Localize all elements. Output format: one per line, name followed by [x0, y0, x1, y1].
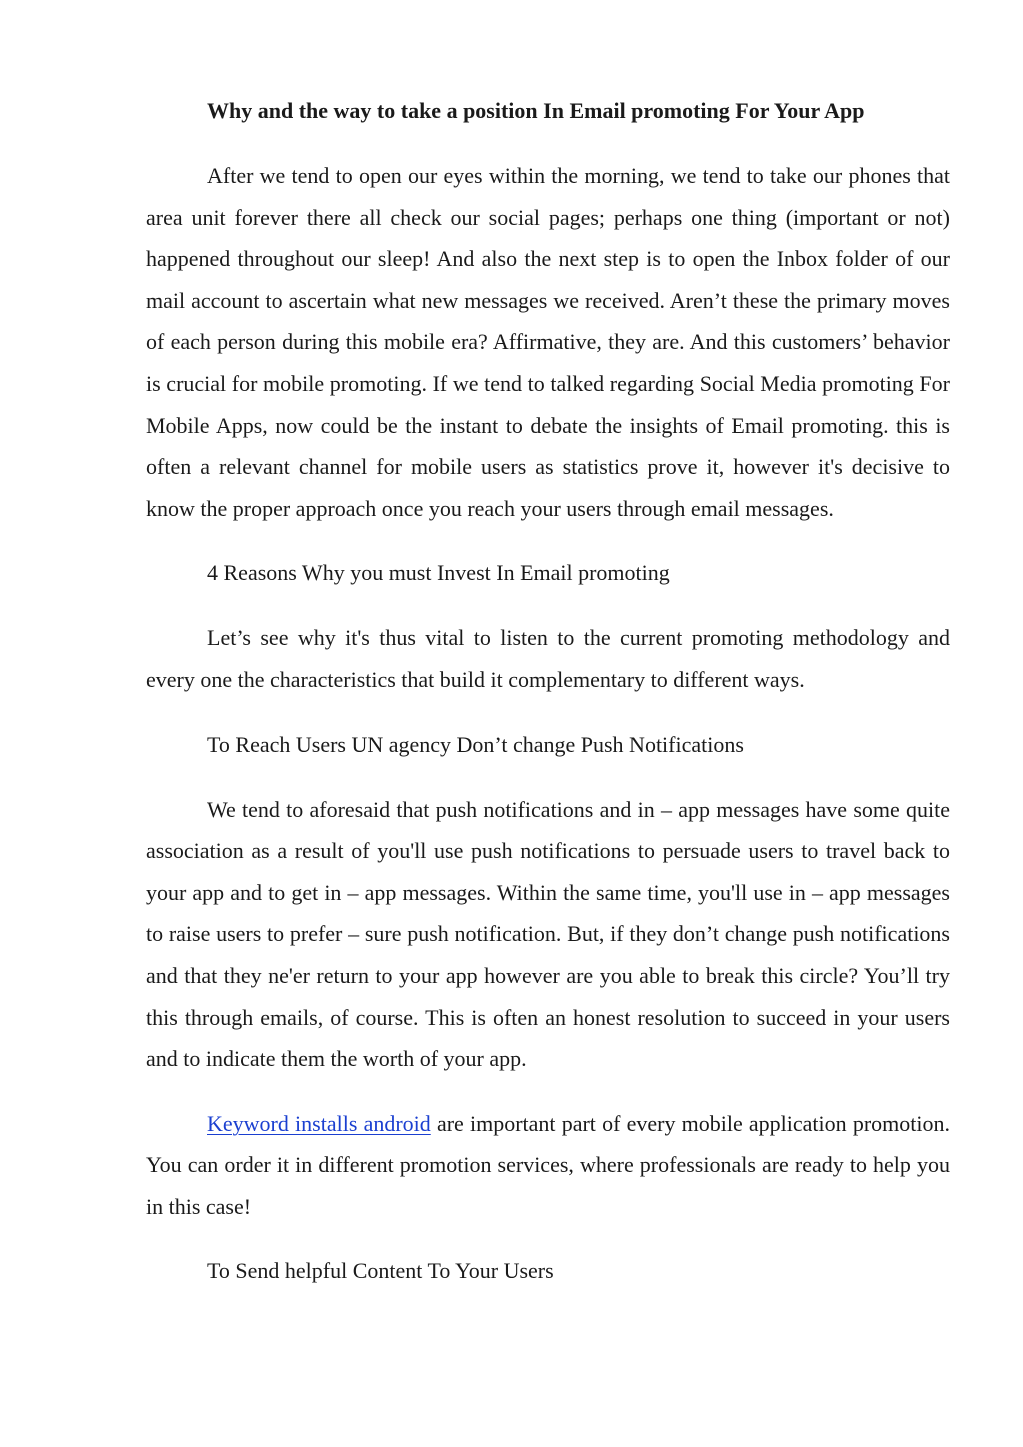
section-heading-helpful-content: To Send helpful Content To Your Users — [207, 1258, 554, 1284]
promo-text: are important part of every mobile application promotion. You can order it in different promotion services, where professionals are ready to help you in this case! — [146, 1110, 950, 1219]
section-heading-reach-users: To Reach Users UN agency Don’t change Push Notifications — [207, 731, 744, 757]
push-notifications-paragraph: We tend to aforesaid that push notifications and in – app messages have some quite association as a result of you'll use push notifications to persuade users to travel back to your app and to get in – app messages. Within the same time, you'll use in – app messages to raise users to prefer – sure push notification. But, if they don’t change push notifications and that they ne'er return to your app however are you able to break this circle? You’ll try this through emails, of course. This is often an honest resolution to succeed in your users and to indicate them the worth of your app. — [146, 796, 950, 1072]
keyword-installs-link[interactable]: Keyword installs android — [207, 1110, 431, 1136]
document-body — [146, 90, 950, 1292]
intro-paragraph: After we tend to open our eyes within the morning, we tend to take our phones that area unit forever there all check our social pages; perhaps one thing (important or not) happened throughout our sleep! And also the next step is to open the Inbox folder of our mail account to ascertain what new messages we received. Aren’t these the primary moves of each person during this mobile era? Affirmative, they are. And this customers’ behavior is crucial for mobile promoting. If we tend to talked regarding Social Media promoting For Mobile Apps, now could be the instant to debate the insights of Email promoting. this is often a relevant channel for mobile users as statistics prove it, however it's decisive to know the proper approach once you reach your users through email messages. — [146, 163, 950, 521]
document-title: Why and the way to take a position In Email promoting For Your App — [207, 98, 865, 123]
section-heading-reasons: 4 Reasons Why you must Invest In Email promoting — [207, 560, 670, 586]
reasons-paragraph: Let’s see why it's thus vital to listen to the current promoting methodology and every one the characteristics that build it complementary to different ways. — [146, 625, 950, 692]
promo-paragraph — [146, 1103, 950, 1228]
